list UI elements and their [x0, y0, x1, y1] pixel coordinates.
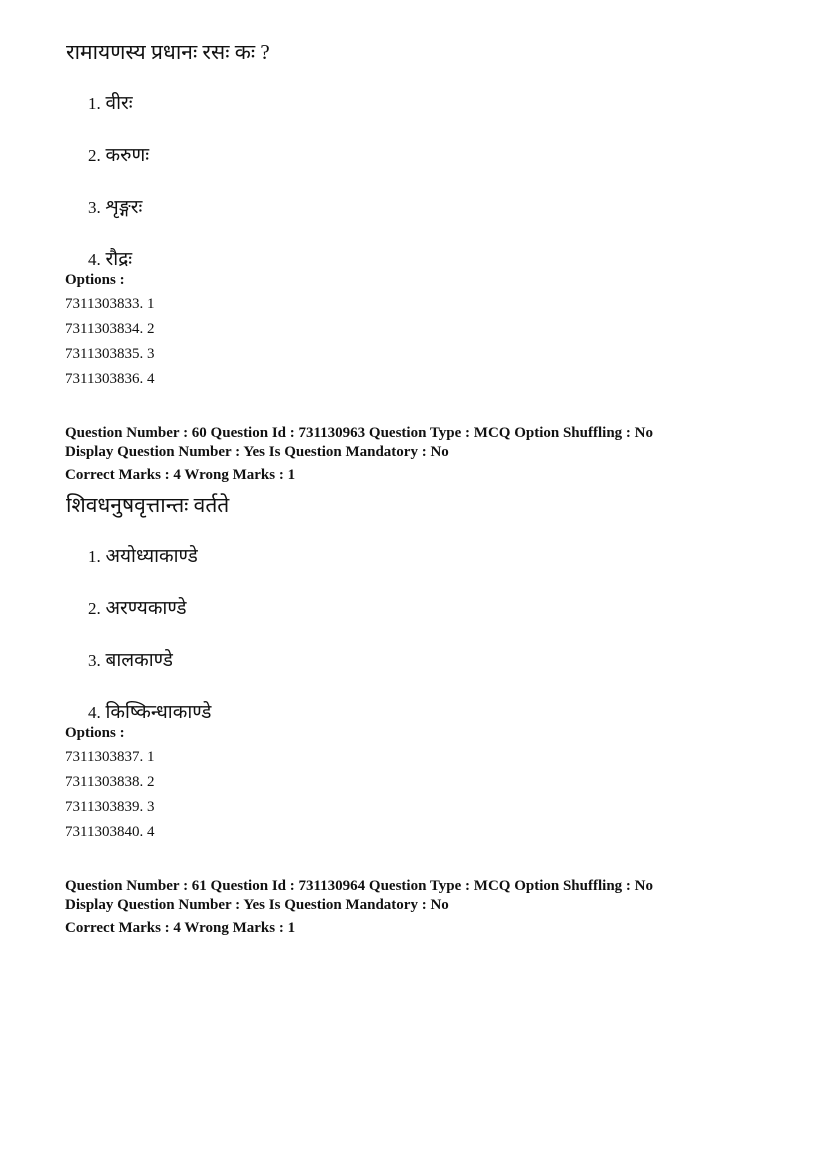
answer-choice — [88, 193, 142, 219]
marks-line: Correct Marks : 4 Wrong Marks : 1 — [65, 920, 296, 936]
choice-text: किष्किन्धाकाण्डे — [105, 702, 212, 723]
choice-text: वीरः — [105, 93, 133, 114]
question-meta-line: Display Question Number : Yes Is Question Mandatory : No — [65, 444, 449, 460]
choice-number: 2. — [88, 599, 101, 618]
question-meta — [65, 424, 653, 485]
answer-choice — [88, 646, 173, 672]
option-id: 7311303836. 4 — [65, 371, 155, 387]
options-label: Options : — [65, 725, 125, 741]
answer-choice — [88, 141, 149, 167]
choice-number: 1. — [88, 94, 101, 113]
question-meta-line: Question Number : 60 Question Id : 731130963 Question Type : MCQ Option Shuffling : No — [65, 425, 653, 441]
option-id: 7311303839. 3 — [65, 799, 155, 815]
choice-text: अयोध्याकाण्डे — [105, 546, 198, 567]
choice-number: 1. — [88, 547, 101, 566]
option-id: 7311303833. 1 — [65, 296, 155, 312]
question-meta-line: Question Number : 61 Question Id : 731130964 Question Type : MCQ Option Shuffling : No — [65, 878, 653, 894]
answer-choice — [88, 594, 187, 620]
option-id: 7311303835. 3 — [65, 346, 155, 362]
choice-number: 4. — [88, 703, 101, 722]
answer-choice — [88, 698, 211, 724]
question-meta — [65, 877, 653, 938]
options-label: Options : — [65, 272, 125, 288]
answer-choice — [88, 89, 133, 115]
choice-text: रौद्रः — [105, 249, 133, 270]
question-text: रामायणस्य प्रधानः रसः कः ? — [66, 40, 270, 64]
option-id: 7311303838. 2 — [65, 774, 155, 790]
option-id: 7311303840. 4 — [65, 824, 155, 840]
choice-text: बालकाण्डे — [105, 650, 173, 671]
option-id: 7311303837. 1 — [65, 749, 155, 765]
choice-number: 4. — [88, 250, 101, 269]
marks-line: Correct Marks : 4 Wrong Marks : 1 — [65, 467, 296, 483]
choice-text: शृङ्गरः — [105, 197, 143, 218]
choice-number: 2. — [88, 146, 101, 165]
answer-choice — [88, 542, 198, 568]
question-meta-line: Display Question Number : Yes Is Question Mandatory : No — [65, 897, 449, 913]
option-id: 7311303834. 2 — [65, 321, 155, 337]
choice-number: 3. — [88, 198, 101, 217]
question-text: शिवधनुषवृत्तान्तः वर्तते — [66, 493, 230, 517]
choice-number: 3. — [88, 651, 101, 670]
answer-choice — [88, 245, 132, 271]
choice-text: करुणः — [105, 145, 150, 166]
choice-text: अरण्यकाण्डे — [105, 598, 187, 619]
